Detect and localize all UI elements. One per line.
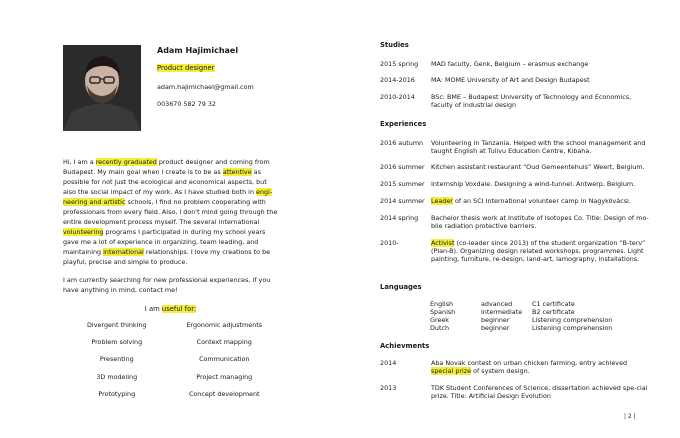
skill-item: Concept development: [188, 389, 260, 398]
language-level: intermediate: [481, 308, 523, 316]
language-name: Spanish: [430, 308, 456, 316]
language-level: beginner: [481, 324, 510, 332]
experience-entry: 2014 summer Leader of an SCI International volunteer camp in Nagykövácsi.: [380, 197, 631, 205]
language-name: Greek: [430, 316, 450, 324]
experience-entry: 2010- Activist (co-leader since 2013) of the student organization “B-terv” (Plan-B). Organizing design related workshops, programmes. Light painting, furniture, re-design, land-art, lamography, installations.: [380, 239, 646, 263]
study-entry: 2015 spring MAD faculty, Genk, Belgium – erasmus exchange: [380, 60, 589, 68]
skill-item: Problem solving: [91, 338, 143, 347]
skill-item: Context mapping: [196, 338, 252, 347]
skill-item: Ergonomic adjustments: [186, 321, 263, 329]
skill-item: Prototyping: [98, 389, 136, 398]
achievment-entry: 2013 TDK Student Conferences of Science, dissertation achieved spe-cial prize. Title: Artificial Design Evolution: [380, 384, 648, 400]
skill-item: Presenting: [99, 355, 134, 364]
language-level: advanced: [481, 300, 513, 308]
achievments-heading: Achievments: [380, 342, 430, 350]
studies-heading: Studies: [380, 41, 409, 49]
languages-heading: Languages: [380, 283, 422, 291]
portrait-image: [63, 45, 141, 131]
profile-email: adam.hajimichael@gmail.com: [157, 83, 254, 91]
language-name: Dutch: [430, 324, 450, 332]
experience-entry: 2016 summer Kitchen assistant restaurant “Oud Gemeentehuis” Weert, Belgium.: [380, 163, 645, 171]
experiences-heading: Experiences: [380, 120, 427, 128]
useful-for-heading: I am useful for:: [144, 305, 197, 313]
study-entry: 2010-2014 BSc: BME – Budapest University of Technology and Economics, faculty of industrial design: [380, 93, 632, 109]
skill-item: Divergent thinking: [87, 321, 147, 329]
bio-paragraph-1: Hi, I am a recently graduated product designer and coming from Budapest. My main goal when I create is to be as attentive as possible for not just the ecological and economical aspects, but also the social impact of my work. As I have studied both in engi-neering and artistic schools, I find no problem cooperating with professionals from every field. Also, I don't mind going through the entire development process myself. The several international volunteering programs I participated in during my school years gave me a lot of experience in organizing, team leading, and maintaining international relationships. I love my creations to be playful, precise and simple to produce.: [63, 158, 278, 266]
experience-entry: 2014 spring Bachelor thesis work at Institute of Isotopes Co. Title: Design of mo-bile radiation protective barriers.: [380, 214, 649, 230]
achievment-entry: 2014 Aba Novak contest on urban chicken farming, entry achieved special prize of system design.: [380, 359, 628, 375]
profile-name: Adam Hajimichael: [157, 46, 239, 55]
language-level: beginner: [481, 316, 510, 324]
bio-text: [63, 157, 278, 303]
language-cert: Listening comprehension: [532, 324, 613, 332]
language-cert: B2 certificate: [532, 308, 575, 316]
study-entry: 2014-2016 MA: MOME University of Art and Design Budapest: [380, 76, 590, 84]
bio-paragraph-2: I am currently searching for new professional experiences, if you have anything in mind, contact me!: [63, 276, 271, 294]
skill-item: Communication: [199, 355, 250, 364]
page-number: | 2 |: [624, 413, 636, 420]
experience-entry: 2015 summer Internship Voxdale. Designing a wind-tunnel. Antwerp, Belgium.: [380, 180, 636, 188]
profile-title: Product designer: [157, 64, 215, 72]
skill-item: 3D modeling: [96, 372, 138, 381]
experience-entry: 2016 autumn Volunteering in Tanzania. Helped with the school management and taught English at Tulivu Education Centre, Kibaha.: [380, 139, 646, 155]
profile-phone: 003670 582 79 32: [157, 100, 216, 108]
language-name: English: [430, 300, 454, 308]
skills-grid: [63, 321, 278, 398]
language-cert: Listening comprehension: [532, 316, 613, 324]
skill-item: Project managing: [196, 372, 253, 381]
language-cert: C1 certificate: [532, 300, 575, 308]
profile-photo: [63, 45, 141, 131]
languages-table: [430, 300, 622, 332]
